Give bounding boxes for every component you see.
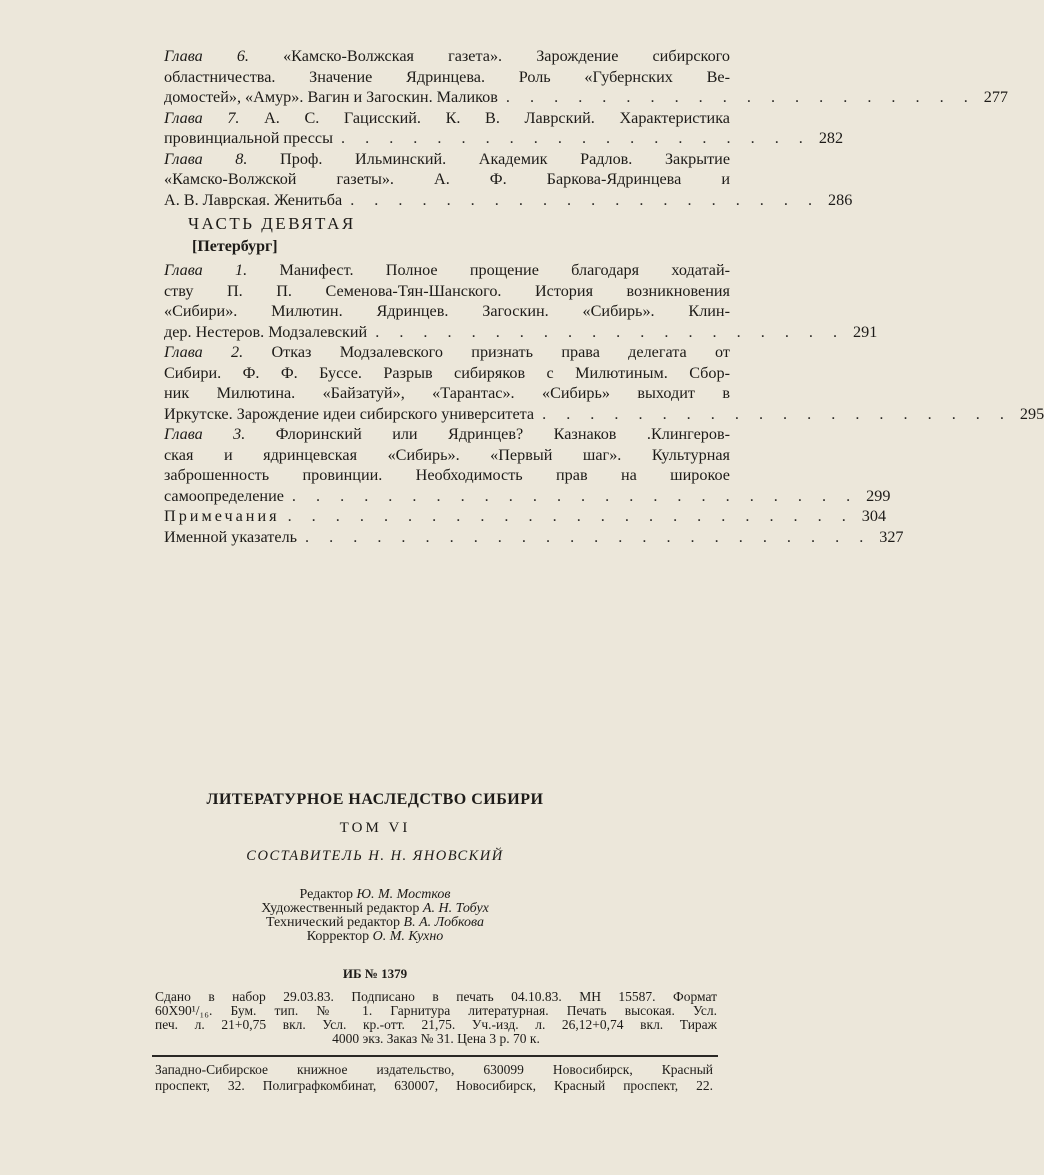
staff-line bbox=[0, 916, 750, 930]
compiler-line: СОСТАВИТЕЛЬ Н. Н. ЯНОВСКИЙ bbox=[246, 848, 504, 864]
publisher-line: Западно-Сибирское книжное издательство, 630099 Новосибирск, Красный bbox=[155, 1062, 713, 1077]
toc-entry-p9-ch1 bbox=[164, 260, 878, 342]
ib-number: ИБ № 1379 bbox=[342, 966, 408, 981]
leader-dots: . . . . . . . . . . . . . . . . . . . . bbox=[505, 88, 976, 106]
chapter-label: Глава 7. bbox=[164, 108, 240, 127]
entry-text: Примечания bbox=[164, 507, 280, 525]
publisher-info bbox=[155, 1062, 713, 1094]
leader-dots: . . . . . . . . . . . . . . . . . . . . bbox=[542, 404, 1012, 423]
entry-text: «Камско-Волжская газета». Зарождение сибирского bbox=[283, 47, 730, 65]
entry-text: Именной указатель bbox=[164, 527, 298, 546]
chapter-label: Глава 8. bbox=[164, 149, 248, 168]
entry-text: Иркутске. Зарождение идеи сибирского университета bbox=[164, 404, 535, 423]
page-number: 291 bbox=[853, 322, 878, 341]
editorial-staff bbox=[0, 888, 750, 944]
staff-name: В. А. Лобкова bbox=[403, 915, 484, 930]
entry-text: ству П. П. Семенова-Тян-Шанского. История возникновения bbox=[164, 281, 730, 300]
staff-name: Ю. М. Мостков bbox=[356, 887, 451, 902]
entry-text: домостей», «Амур». Вагин и Загоскин. Маликов bbox=[164, 88, 498, 106]
entry-text: Манифест. Полное прощение благодаря ходатай- bbox=[279, 261, 730, 279]
leader-dots: . . . . . . . . . . . . . . . . . . . . . . . . bbox=[291, 486, 859, 505]
leader-dots: . . . . . . . . . . . . . . . . . . . . . . . . bbox=[305, 527, 872, 546]
part-title: ЧАСТЬ ДЕВЯТАЯ bbox=[188, 214, 356, 233]
page-number: 299 bbox=[866, 486, 891, 505]
leader-dots: . . . . . . . . . . . . . . . . . . . . bbox=[341, 129, 811, 147]
entry-text: «Сибири». Милютин. Ядринцев. Загоскин. «Сибирь». Клин- bbox=[164, 302, 730, 320]
staff-role: Редактор bbox=[299, 887, 354, 902]
chapter-label: Глава 6. bbox=[164, 47, 249, 65]
toc-entry-index bbox=[164, 527, 904, 548]
staff-role: Технический редактор bbox=[265, 915, 401, 930]
leader-dots: . . . . . . . . . . . . . . . . . . . . . . . . bbox=[287, 507, 854, 525]
toc-entry-ch7 bbox=[164, 108, 844, 149]
page-number: 286 bbox=[828, 190, 853, 209]
entry-text: ская и ядринцевская «Сибирь». «Первый шаг». Культурная bbox=[164, 445, 730, 464]
toc-entry-p9-ch2 bbox=[164, 342, 1044, 424]
part-subtitle: [Петербург] bbox=[192, 238, 278, 255]
entry-text: А. С. Гацисский. К. В. Лаврский. Характеристика bbox=[264, 108, 730, 127]
divider-rule bbox=[152, 1055, 718, 1057]
staff-name: А. Н. Тобух bbox=[422, 901, 489, 916]
entry-text: Проф. Ильминский. Академик Радлов. Закрытие bbox=[280, 149, 730, 168]
staff-role: Художественный редактор bbox=[261, 901, 420, 916]
staff-name: О. М. Кухно bbox=[372, 929, 444, 944]
toc-entry-notes bbox=[164, 506, 887, 527]
staff-line bbox=[0, 902, 750, 916]
entry-text: Отказ Модзалевского признать права делегата от bbox=[271, 343, 730, 361]
page-number: 327 bbox=[879, 527, 904, 546]
publisher-line: проспект, 32. Полиграфкомбинат, 630007, Новосибирск, Красный проспект, 22. bbox=[155, 1078, 713, 1093]
page-number: 277 bbox=[983, 88, 1009, 106]
entry-text: ник Милютина. «Байзатуй», «Тарантас». «Сибирь» выходит в bbox=[164, 384, 730, 402]
printing-details bbox=[155, 990, 717, 1046]
toc-entry-ch8 bbox=[164, 149, 853, 211]
toc-entry-p9-ch3 bbox=[164, 424, 891, 506]
table-of-contents bbox=[164, 46, 1044, 547]
volume-number: ТОМ VI bbox=[339, 820, 411, 836]
leader-dots: . . . . . . . . . . . . . . . . . . . . bbox=[375, 322, 846, 341]
staff-role: Корректор bbox=[306, 929, 370, 944]
staff-line bbox=[0, 930, 750, 944]
entry-text: Сибири. Ф. Ф. Буссе. Разрыв сибиряков с Милютиным. Сбор- bbox=[164, 363, 730, 382]
chapter-label: Глава 3. bbox=[164, 425, 246, 443]
page-number: 282 bbox=[818, 129, 844, 147]
entry-text: областничества. Значение Ядринцева. Роль «Губернских Ве- bbox=[164, 67, 730, 86]
series-title: ЛИТЕРАТУРНОЕ НАСЛЕДСТВО СИБИРИ bbox=[206, 791, 544, 808]
printing-line: Сдано в набор 29.03.83. Подписано в печать 04.10.83. МН 15587. Формат bbox=[155, 989, 717, 1004]
entry-text: А. В. Лаврская. Женитьба bbox=[164, 190, 343, 209]
entry-text: самоопределение bbox=[164, 486, 284, 505]
chapter-label: Глава 1. bbox=[164, 261, 248, 279]
entry-text: дер. Нестеров. Модзалевский bbox=[164, 322, 368, 341]
printing-line: 4000 экз. Заказ № 31. Цена 3 р. 70 к. bbox=[332, 1031, 540, 1046]
toc-entry-ch6 bbox=[164, 46, 1009, 108]
printing-line: печ. л. 21+0,75 вкл. Усл. кр.-отт. 21,75. Уч.-изд. л. 26,12+0,74 вкл. Тираж bbox=[155, 1017, 717, 1032]
staff-line bbox=[0, 888, 750, 902]
leader-dots: . . . . . . . . . . . . . . . . . . . . bbox=[350, 190, 821, 209]
page-number: 295 bbox=[1019, 404, 1044, 423]
entry-text: заброшенность провинции. Необходимость прав на широкое bbox=[164, 466, 730, 484]
printing-line: 60X90¹/₁₆. Бум. тип. № 1. Гарнитура литературная. Печать высокая. Усл. bbox=[155, 1003, 717, 1018]
entry-text: «Камско-Волжской газеты». А. Ф. Баркова-Ядринцева и bbox=[164, 170, 730, 188]
page-number: 304 bbox=[861, 507, 887, 525]
chapter-label: Глава 2. bbox=[164, 343, 244, 361]
entry-text: провинциальной прессы bbox=[164, 129, 333, 147]
entry-text: Флоринский или Ядринцев? Казнаков .Клингеров- bbox=[275, 425, 730, 443]
